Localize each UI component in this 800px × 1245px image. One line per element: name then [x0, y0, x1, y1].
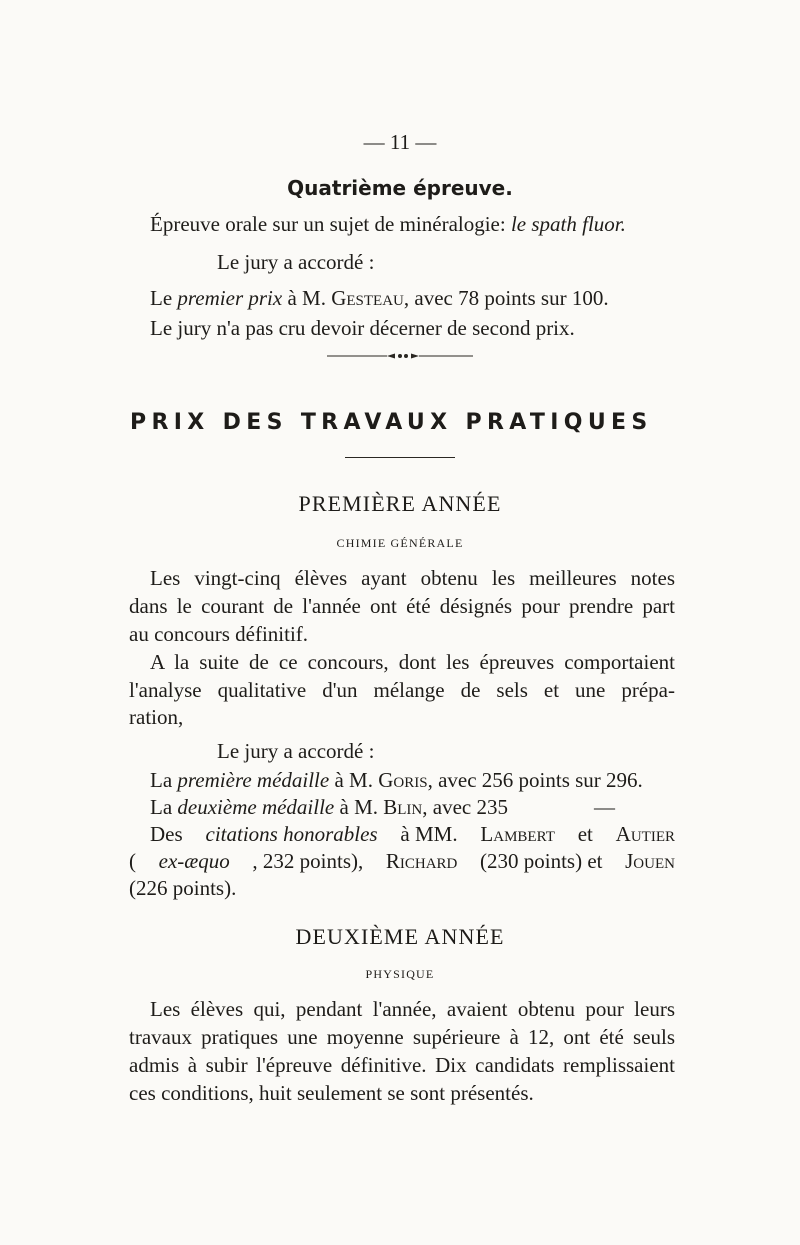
text: travaux pratiques une moyenne supérieure à 12, ont été seuls [129, 1025, 675, 1049]
year1-jury-line: Le jury a accordé : [217, 739, 375, 763]
text: Des [150, 822, 183, 846]
epreuve-line [150, 214, 626, 235]
text: Les élèves qui, pendant l'année, avaient obtenu pour leurs [150, 997, 675, 1021]
year1-paragraph2-line1 [150, 652, 675, 673]
laureate-name: Richard [385, 849, 458, 873]
second-prix-line: Le jury n'a pas cru devoir décerner de second prix. [150, 316, 575, 340]
text: A la suite de ce concours, dont les épreuves comportaient [150, 650, 675, 674]
award-citations-end: (226 points). [129, 876, 237, 900]
ex-aequo: ex-æquo [158, 849, 230, 873]
text: , avec 235 [422, 795, 508, 819]
laureate-name: Autier [615, 822, 675, 846]
prize-name: premier prix [177, 286, 283, 310]
award-name: deuxième médaille [177, 795, 335, 819]
award-premiere-medaille [150, 770, 643, 791]
award-name: première médaille [177, 768, 330, 792]
year2-paragraph-line2 [129, 1027, 675, 1048]
laureate-name: Jouen [625, 849, 675, 873]
laureate-name: Goris [378, 768, 428, 792]
text: , avec 256 points sur 296. [427, 768, 643, 792]
laureate-name: Blin [383, 795, 423, 819]
year1-paragraph1-line2 [129, 596, 675, 617]
title-rule [345, 457, 455, 458]
citations-cont-row [129, 851, 675, 872]
text: Le [150, 286, 178, 310]
award-name: citations honorables [205, 822, 378, 846]
ornament-divider [325, 350, 475, 362]
epreuve-subject: le spath fluor. [510, 212, 626, 236]
text: La [150, 768, 178, 792]
year2-paragraph-line4: ces conditions, huit seulement se sont présentés. [129, 1081, 534, 1105]
text: l'analyse qualitative d'un mélange de sels et une prépa- [129, 678, 675, 702]
year2-title: DEUXIÈME ANNÉE [295, 924, 505, 949]
year1-paragraph2-line3: ration, [129, 705, 184, 729]
year2-paragraph-line1 [150, 999, 675, 1020]
year2-paragraph-line3 [129, 1055, 675, 1076]
text: à M. [329, 768, 379, 792]
year1-paragraph1-line3: au concours définitif. [129, 622, 309, 646]
text: à M. [282, 286, 332, 310]
text: (230 points) et [480, 849, 603, 873]
text: dans le courant de l'année ont été désignés pour prendre part [129, 594, 675, 618]
award-citations-cont [129, 851, 675, 872]
year2-subtitle: PHYSIQUE [365, 967, 435, 981]
year1-paragraph2-line2 [129, 680, 675, 701]
text: , 232 points), [252, 849, 364, 873]
main-title: PRIX DES TRAVAUX PRATIQUES [130, 410, 653, 435]
premier-prix-line [150, 288, 609, 309]
award-deuxieme-medaille [150, 797, 508, 818]
year1-title: PREMIÈRE ANNÉE [298, 491, 502, 516]
text: ( [129, 849, 136, 873]
award-citations [150, 824, 675, 845]
text: La [150, 795, 178, 819]
jury-line: Le jury a accordé : [217, 250, 375, 274]
section-title-quatrieme-epreuve: Quatrième épreuve. [287, 176, 513, 200]
text: admis à subir l'épreuve définitive. Dix candidats remplissaient [129, 1053, 675, 1077]
text: , avec 78 points sur 100. [403, 286, 609, 310]
epreuve-text: Épreuve orale sur un sujet de minéralogie: [150, 212, 511, 236]
page-number: — 11 — [363, 130, 437, 154]
laureate-name: Gesteau [331, 286, 404, 310]
text: et [577, 822, 593, 846]
text: à M. [334, 795, 384, 819]
ditto-dash: — [594, 795, 615, 819]
text: à MM. [400, 822, 458, 846]
year1-paragraph1-line1 [150, 568, 675, 589]
year1-subtitle: CHIMIE GÉNÉRALE [336, 536, 464, 550]
citations-row [150, 824, 675, 845]
laureate-name: Lambert [480, 822, 555, 846]
text: Les vingt-cinq élèves ayant obtenu les meilleures notes [150, 566, 675, 590]
